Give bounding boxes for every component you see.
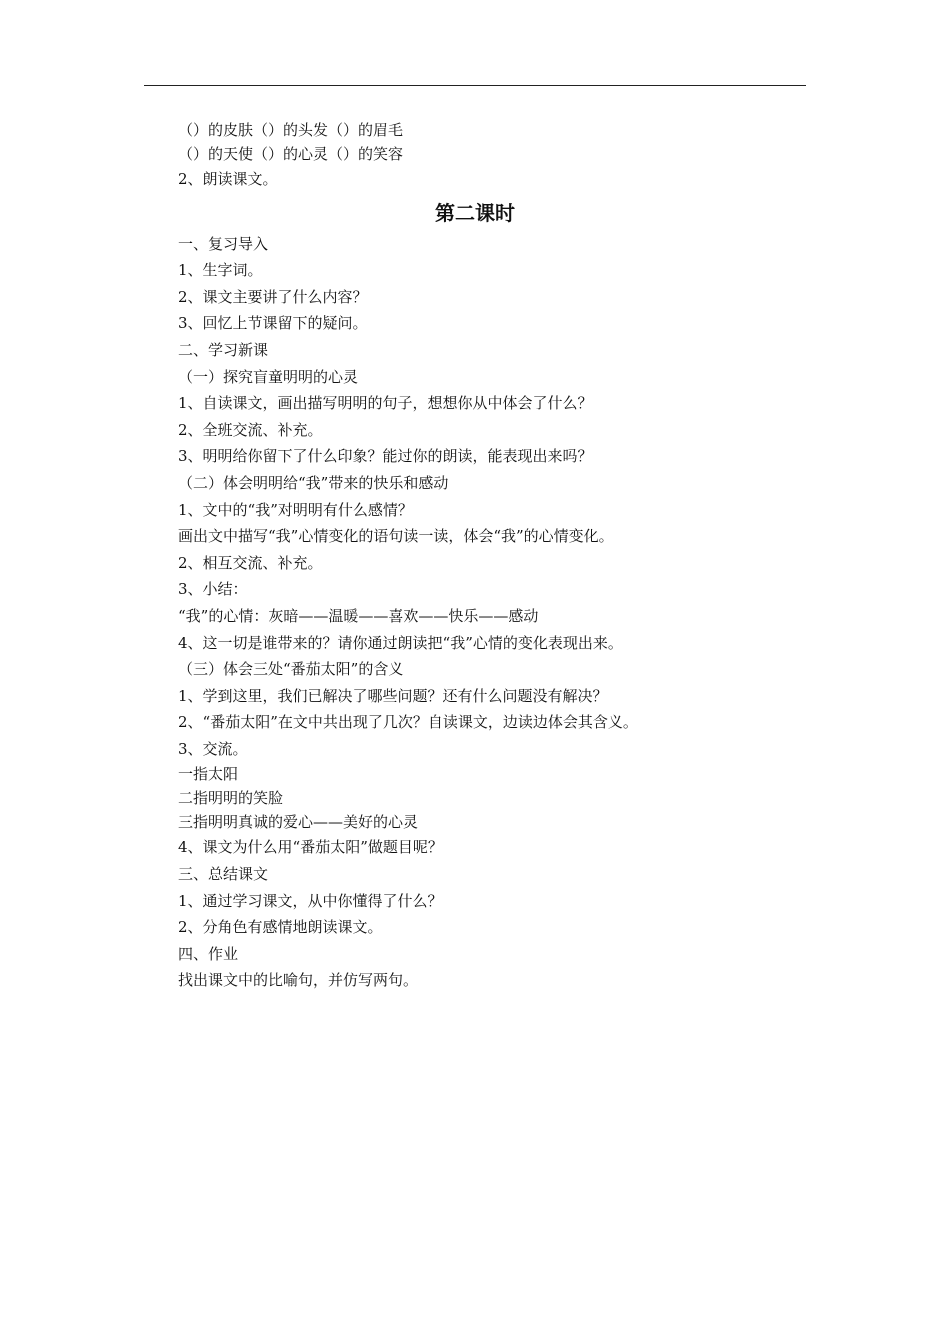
list-item: 2、全班交流、补充。 — [178, 420, 323, 439]
text-line: 二指明明的笑脸 — [178, 789, 284, 808]
text-line: 2、朗读课文。 — [178, 170, 278, 188]
subsection-heading: （三）体会三处“番茄太阳”的含义 — [178, 660, 404, 679]
list-item: 3、交流。 — [178, 739, 248, 758]
section-heading: 二、学习新课 — [178, 340, 269, 359]
subsection-heading: （一）探究盲童明明的心灵 — [178, 367, 359, 386]
document-body — [178, 118, 778, 994]
text-line: 画出文中描写“我”心情变化的语句读一读，体会“我”的心情变化。 — [178, 527, 614, 546]
list-item: 2、分角色有感情地朗读课文。 — [178, 918, 383, 937]
section-title: 第二课时 — [435, 200, 515, 225]
list-item: 3、回忆上节课留下的疑问。 — [178, 314, 368, 333]
section-heading: 三、总结课文 — [178, 865, 269, 884]
subsection-heading: （二）体会明明给“我”带来的快乐和感动 — [178, 473, 449, 492]
text-line: （）的天使（）的心灵（）的笑容 — [178, 145, 404, 163]
list-item: 2、相互交流、补充。 — [178, 553, 323, 572]
list-item: 2、“番茄太阳”在文中共出现了几次？自读课文，边读边体会其含义。 — [178, 713, 638, 732]
list-item: 4、课文为什么用“番茄太阳”做题目呢？ — [178, 838, 443, 857]
text-line: （）的皮肤（）的头发（）的眉毛 — [178, 121, 404, 139]
text-line: “我”的心情：灰暗——温暖——喜欢——快乐——感动 — [178, 606, 539, 625]
list-item: 1、自读课文，画出描写明明的句子，想想你从中体会了什么？ — [178, 394, 593, 413]
list-item: 3、明明给你留下了什么印象？能过你的朗读，能表现出来吗？ — [178, 447, 593, 466]
list-item: 2、课文主要讲了什么内容？ — [178, 287, 368, 306]
text-line: 一指太阳 — [178, 765, 239, 784]
list-item: 4、这一切是谁带来的？请你通过朗读把“我”心情的变化表现出来。 — [178, 633, 623, 652]
section-heading: 四、作业 — [178, 944, 239, 963]
list-item: 1、学到这里，我们已解决了哪些问题？还有什么问题没有解决？ — [178, 686, 608, 705]
list-item: 1、通过学习课文，从中你懂得了什么？ — [178, 891, 443, 910]
section-heading: 一、复习导入 — [178, 234, 269, 253]
text-line: 找出课文中的比喻句，并仿写两句。 — [178, 971, 419, 990]
list-item: 1、生字词。 — [178, 261, 263, 280]
header-rule — [144, 85, 806, 86]
list-item: 3、小结： — [178, 580, 248, 599]
list-item: 1、文中的“我”对明明有什么感情？ — [178, 500, 413, 519]
text-line: 三指明明真诚的爱心——美好的心灵 — [178, 813, 419, 832]
